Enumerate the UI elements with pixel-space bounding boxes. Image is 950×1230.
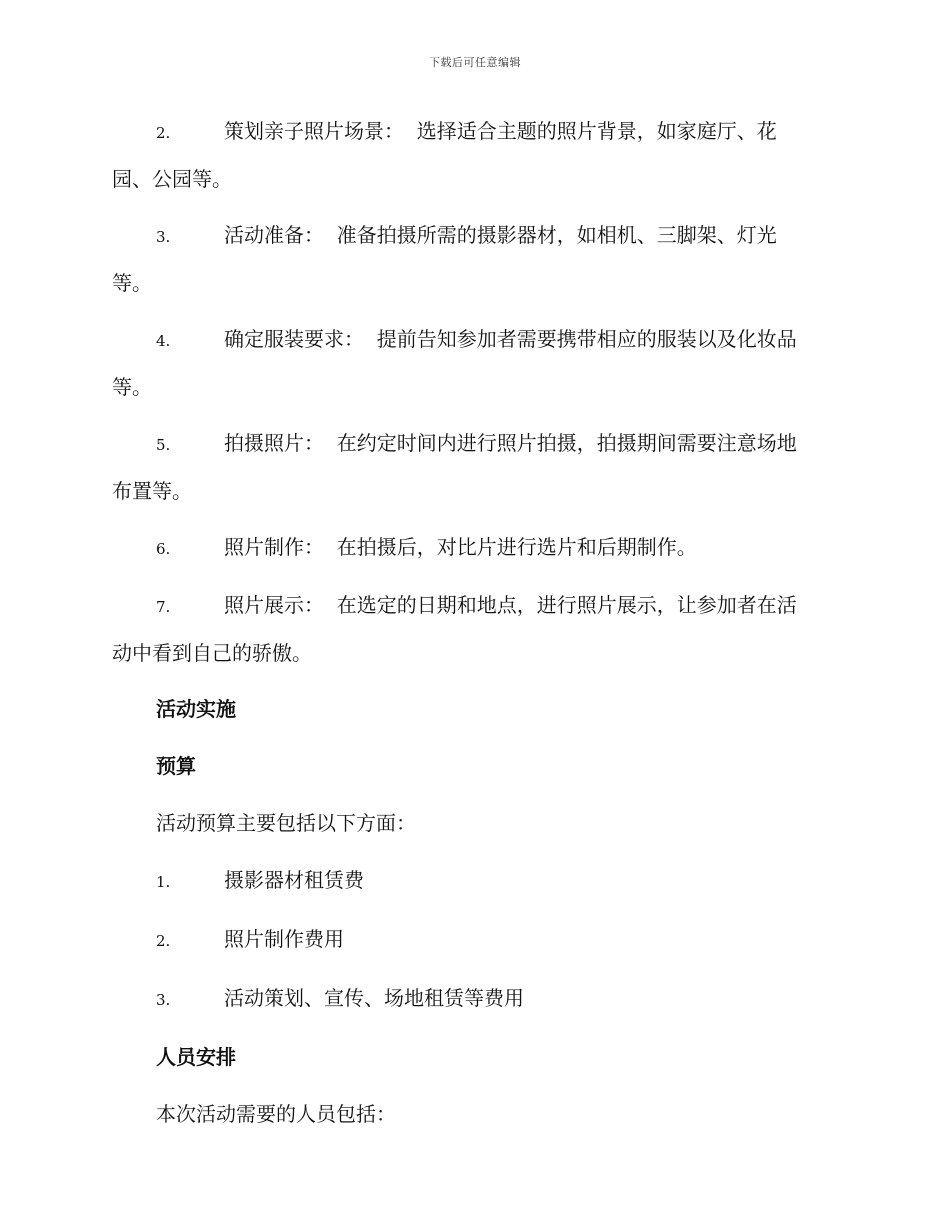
step-text: 提前告知参加者需要携带相应的服装以及化妆品 [376, 327, 797, 351]
step-number: 2. [156, 124, 171, 142]
step-item [112, 212, 840, 306]
step-number: 3. [156, 228, 171, 246]
list-text: 摄影器材租赁费 [224, 868, 364, 892]
budget-intro: 活动预算主要包括以下方面： [156, 811, 416, 835]
step-text: 在拍摄后，对比片进行选片和后期制作。 [336, 535, 697, 559]
step-text-continued: 布置等。 [112, 479, 192, 503]
budget-list-item [112, 857, 840, 905]
page-header: 下载后可任意编辑 [429, 56, 521, 69]
step-title: 确定服装要求： [224, 327, 364, 351]
list-number: 1. [156, 873, 171, 891]
step-title: 拍摄照片： [224, 431, 324, 455]
list-number: 3. [156, 991, 171, 1009]
step-item [112, 316, 840, 410]
list-text: 照片制作费用 [224, 927, 344, 951]
step-title: 照片展示： [224, 593, 324, 617]
step-text-continued: 园、公园等。 [112, 167, 232, 191]
list-number: 2. [156, 932, 171, 950]
step-number: 6. [156, 540, 171, 558]
step-text-continued: 等。 [112, 271, 152, 295]
step-text: 选择适合主题的照片背景，如家庭厅、花 [416, 119, 777, 143]
document-body [112, 108, 840, 1148]
step-item [112, 420, 840, 514]
step-item [112, 108, 840, 202]
section-heading-staff: 人员安排 [156, 1045, 236, 1069]
step-number: 4. [156, 332, 171, 350]
section-heading-budget: 预算 [156, 754, 196, 778]
step-title: 活动准备： [224, 223, 324, 247]
step-text: 在约定时间内进行照片拍摄，拍摄期间需要注意场地 [336, 431, 797, 455]
list-text: 活动策划、宣传、场地租赁等费用 [224, 986, 524, 1010]
step-number: 7. [156, 598, 171, 616]
step-text: 在选定的日期和地点，进行照片展示，让参加者在活 [336, 593, 797, 617]
step-text-continued: 动中看到自己的骄傲。 [112, 641, 312, 665]
step-text: 准备拍摄所需的摄影器材，如相机、三脚架、灯光 [336, 223, 777, 247]
step-text-continued: 等。 [112, 375, 152, 399]
section-heading-implementation: 活动实施 [156, 697, 236, 721]
step-item [112, 524, 840, 572]
step-title: 照片制作： [224, 535, 324, 559]
step-item [112, 582, 840, 676]
budget-list-item [112, 975, 840, 1023]
budget-list-item [112, 916, 840, 964]
staff-intro: 本次活动需要的人员包括： [156, 1102, 396, 1126]
step-number: 5. [156, 436, 171, 454]
step-title: 策划亲子照片场景： [224, 119, 404, 143]
